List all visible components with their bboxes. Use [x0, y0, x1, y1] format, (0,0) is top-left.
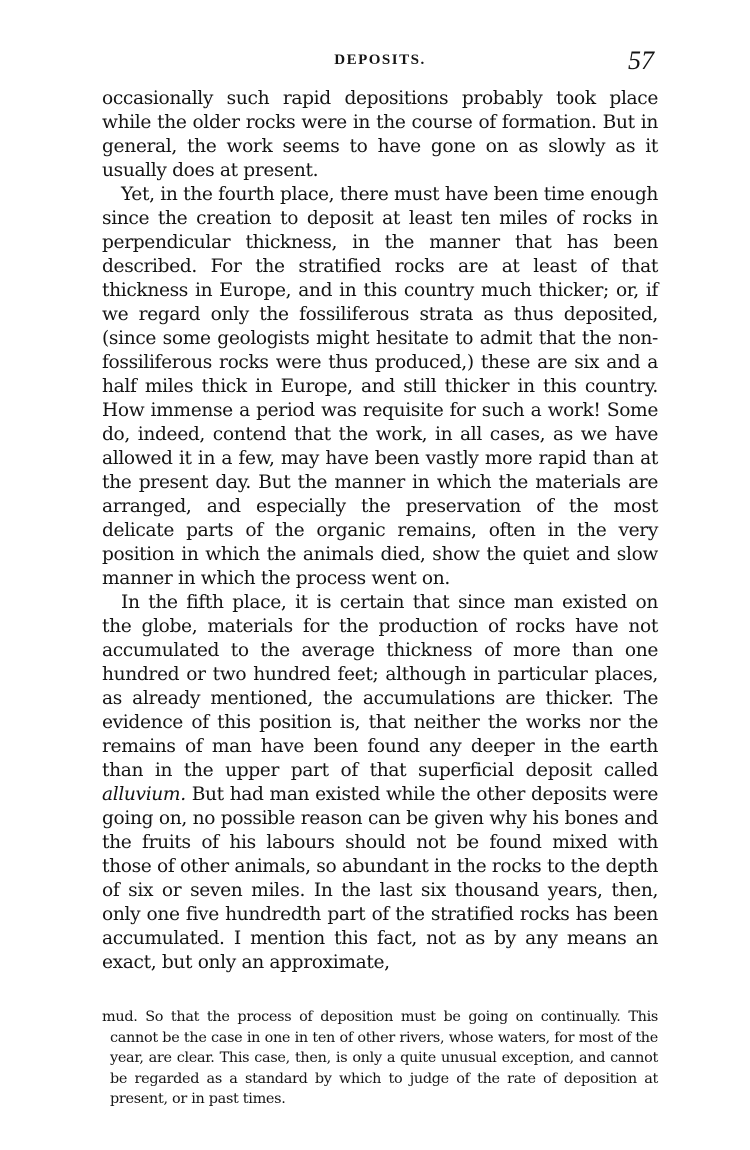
- running-header: [102, 40, 658, 84]
- paragraph-1: [102, 87, 658, 183]
- paragraph-2: [102, 183, 658, 591]
- body-text: [102, 87, 658, 975]
- page-number: 57: [628, 46, 654, 75]
- paragraph-3: [102, 591, 658, 975]
- running-title: DEPOSITS.: [334, 52, 426, 68]
- text-run: Yet, in the fourth place, there must have been time enough since the creation to deposit at least ten miles of rocks in perpendicular thickness, in the manner that has been described. For the stratified rocks are at least of that thickness in Europe, and in this country much thicker; or, if we regard only the fossiliferous strata as thus deposited, (since some geologists might hesitate to admit that the non-fossiliferous rocks were thus produced,) these are six and a half miles thick in Europe, and still thicker in this country. How immense a period was requisite for such a work! Some do, indeed, contend that the work, in all cases, as we have allowed it in a few, may have been vastly more rapid than at the present day. But the manner in which the materials are arranged, and especially the preservation of the most delicate parts of the organic remains, often in the very position in which the animals died, show the quiet and slow manner in which the process went on.: [102, 184, 658, 589]
- italic-term: alluvium.: [102, 784, 186, 805]
- text-run: occasionally such rapid depositions probably took place while the older rocks were in the course of formation. But in general, the work seems to have gone on as slowly as it usually does at present.: [102, 88, 658, 181]
- book-page: [102, 40, 658, 1124]
- text-run: In the fifth place, it is certain that since man existed on the globe, materials for the production of rocks have not accumulated to the average thickness of more than one hundred or two hundred feet; although in particular places, as already mentioned, the accumulations are thicker. The evidence of this position is, that neither the works nor the remains of man have been found any deeper in the earth than in the upper part of that superficial deposit called: [102, 592, 658, 781]
- footnote: mud. So that the process of deposition must be going on continually. This cannot be the case in one in ten of other rivers, whose waters, for most of the year, are clear. This case, then, is only a quite unusual exception, and cannot be regarded as a standard by which to judge of the rate of deposition at present, or in past times.: [102, 1009, 658, 1107]
- text-run: But had man existed while the other deposits were going on, no possible reason can be given why his bones and the fruits of his labours should not be found mixed with those of other animals, so abundant in the rocks to the depth of six or seven miles. In the last six thousand years, then, only one five hundredth part of the stratified rocks has been accumulated. I mention this fact, not as by any means an exact, but only an approximate,: [102, 784, 658, 973]
